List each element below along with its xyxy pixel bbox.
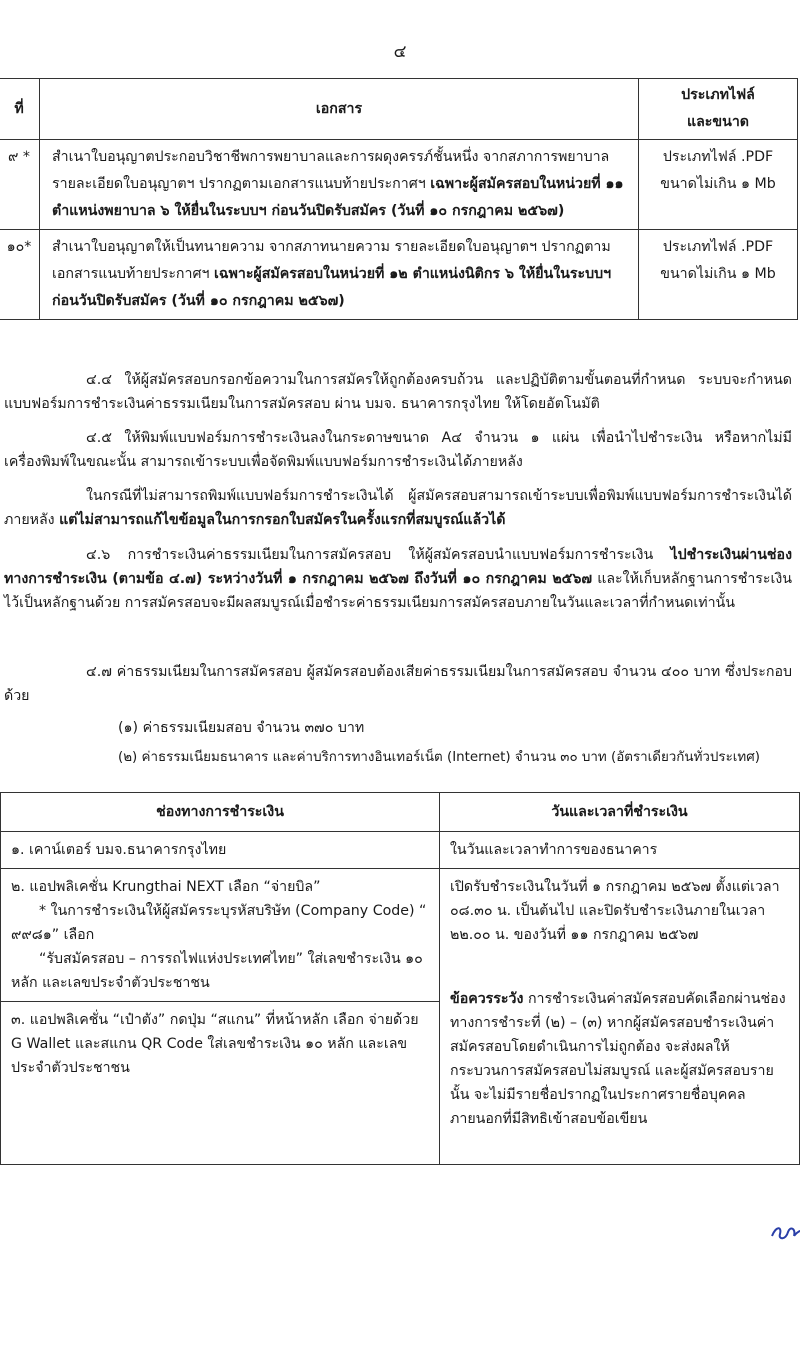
- channel-krungthai-next: [1, 869, 440, 1002]
- table-row: [1, 832, 800, 869]
- payment-table: [0, 792, 800, 1165]
- table-row: [0, 140, 798, 230]
- paragraph-4-7: ๔.๗ ค่าธรรมเนียมในการสมัครสอบ ผู้สมัครสอบต้องเสียค่าธรรมเนียมในการสมัครสอบ จำนวน ๔๐๐ บาท ซึ่งประกอบด้วย: [4, 664, 792, 704]
- channel-2-line-b: * ในการชำระเงินให้ผู้สมัครระบุรหัสบริษัท (Company Code) “ ๙๙๘๑” เลือก: [11, 903, 427, 943]
- payment-header-row: [1, 793, 800, 832]
- header-channel: ช่องทางการชำระเงิน: [1, 793, 440, 832]
- table-row: [1, 869, 800, 1002]
- row-file-type: [639, 140, 798, 230]
- fee-item-2: (๒) ค่าธรรมเนียมธนาคาร และค่าบริการทางอินเทอร์เน็ต (Internet) จำนวน ๓๐ บาท (อัตราเดียวกันทั่วประเทศ): [118, 750, 760, 765]
- time-and-warning: [440, 869, 800, 1165]
- row-number: ๑๐*: [0, 230, 40, 320]
- header-number: ที่: [0, 79, 40, 140]
- channel-2-line-a: ๒. แอปพลิเคชั่น Krungthai NEXT เลือก “จ่ายบิล”: [11, 879, 321, 895]
- description-bold: เฉพาะผู้สมัครสอบในหน่วยที่ ๑๒ ตำแหน่งนิติกร ๖ ให้ยื่นในระบบฯ ก่อนวันปิดรับสมัคร (วันที่ ๑๐ กรกฎาคม ๒๕๖๗): [52, 266, 612, 309]
- time-app: เปิดรับชำระเงินในวันที่ ๑ กรกฎาคม ๒๕๖๗ ตั้งแต่เวลา ๐๘.๓๐ น. เป็นต้นไป และปิดรับชำระเงินภายในเวลา ๒๒.๐๐ น. ของวันที่ ๑๑ กรกฎาคม ๒๕๖๗: [450, 879, 780, 943]
- document-table: [0, 78, 798, 320]
- description-text: สำเนาใบอนุญาตให้เป็นทนายความ จากสภาทนายความ รายละเอียดใบอนุญาตฯ ปรากฏตามเอกสารแนบท้ายประกาศฯ: [52, 239, 611, 282]
- paragraph-4-4: ๔.๔ ให้ผู้สมัครสอบกรอกข้อความในการสมัครให้ถูกต้องครบถ้วน และปฏิบัติตามขั้นตอนที่กำหนด ระบบจะกำหนดแบบฟอร์มการชำระเงินค่าธรรมเนียมในการสมัครสอบ ผ่าน บมจ. ธนาคารกรุงไทย ให้โดยอัตโนมัติ: [4, 372, 792, 412]
- table-header-row: [0, 79, 798, 140]
- header-file-type-line1: ประเภทไฟล์: [681, 87, 755, 103]
- channel-counter: ๑. เคาน์เตอร์ บมจ.ธนาคารกรุงไทย: [1, 832, 440, 869]
- description-text: สำเนาใบอนุญาตประกอบวิชาชีพการพยาบาลและการผดุงครรภ์ชั้นหนึ่ง จากสภาการพยาบาล รายละเอียดใบอนุญาตฯ ปรากฏตามเอกสารแนบท้ายประกาศฯ: [52, 149, 610, 192]
- channel-paotang: ๓. แอปพลิเคชั่น “เป๋าตัง” กดปุ่ม “สแกน” ที่หน้าหลัก เลือก จ่ายด้วย G Wallet และสแกน QR Code ใส่เลขชำระเงิน ๑๐ หลัก และเลขประจำตัวประชาชน: [1, 1002, 440, 1165]
- header-file-type: [639, 79, 798, 140]
- description-bold: เฉพาะผู้สมัครสอบในหน่วยที่ ๑๑ ตำแหน่งพยาบาล ๖ ให้ยื่นในระบบฯ ก่อนวันปิดรับสมัคร (วันที่ ๑๐ กรกฎาคม ๒๕๖๗): [52, 176, 624, 219]
- row-file-type: [639, 230, 798, 320]
- file-size: ขนาดไม่เกิน ๑ Mb: [660, 176, 776, 192]
- p46-text-b: และให้เก็บหลักฐานการชำระเงินไว้เป็นหลักฐานด้วย การสมัครสอบจะมีผลสมบูรณ์เมื่อชำระค่าธรรมเนียมการสมัครสอบภายในวันและเวลาที่กำหนดเท่านั้น: [4, 571, 793, 611]
- header-document: เอกสาร: [40, 79, 639, 140]
- file-size: ขนาดไม่เกิน ๑ Mb: [660, 266, 776, 282]
- warning-text: การชำระเงินค่าสมัครสอบคัดเลือกผ่านช่องทางการชำระที่ (๒) – (๓) หากผู้สมัครสอบชำระเงินค่าสมัครสอบโดยดำเนินการไม่ถูกต้อง จะส่งผลให้กระบวนการสมัครสอบไม่สมบูรณ์ และผู้สมัครสอบรายนั้น จะไม่มีรายชื่อปรากฏในประกาศรายชื่อบุคคลภายนอกที่มีสิทธิเข้าสอบข้อเขียน: [450, 991, 786, 1127]
- header-time: วันและเวลาที่ชำระเงิน: [440, 793, 800, 832]
- page-number: ๔: [393, 42, 407, 62]
- time-counter: ในวันและเวลาทำการของธนาคาร: [440, 832, 800, 869]
- row-number: ๙ *: [0, 140, 40, 230]
- table-row: [0, 230, 798, 320]
- file-type: ประเภทไฟล์ .PDF: [662, 149, 774, 165]
- paragraph-4-6: [4, 543, 792, 615]
- channel-2-line-c: “รับสมัครสอบ – การรถไฟแห่งประเทศไทย” ใส่เลขชำระเงิน ๑๐ หลัก และเลขประจำตัวประชาชน: [11, 951, 423, 991]
- header-file-type-line2: และขนาด: [686, 114, 750, 130]
- paragraph-4-5-note: [4, 484, 792, 532]
- file-type: ประเภทไฟล์ .PDF: [662, 239, 774, 255]
- p46-text-a: ๔.๖ การชำระเงินค่าธรรมเนียมในการสมัครสอบ ให้ผู้สมัครสอบนำแบบฟอร์มการชำระเงิน: [86, 547, 671, 563]
- row-description: [40, 140, 639, 230]
- p46-bold: ไปชำระเงินผ่านช่องทางการชำระเงิน (ตามข้อ ๔.๗) ระหว่างวันที่ ๑ กรกฎาคม ๒๕๖๗ ถึงวันที่ ๑๐ กรกฎาคม ๒๕๖๗: [4, 547, 792, 587]
- warning-note: [450, 987, 793, 1131]
- note-text: ในกรณีที่ไม่สามารถพิมพ์แบบฟอร์มการชำระเงินได้ ผู้สมัครสอบสามารถเข้าระบบเพื่อพิมพ์แบบฟอร์มการชำระเงินได้ภายหลัง: [4, 488, 792, 528]
- note-bold: แต่ไม่สามารถแก้ไขข้อมูลในการกรอกใบสมัครในครั้งแรกที่สมบูรณ์แล้วได้: [59, 512, 506, 528]
- warning-label: ข้อควรระวัง: [450, 991, 524, 1007]
- row-description: [40, 230, 639, 320]
- paragraph-4-5: ๔.๕ ให้พิมพ์แบบฟอร์มการชำระเงินลงในกระดาษขนาด A๔ จำนวน ๑ แผ่น เพื่อนำไปชำระเงิน หรือหากไม่มีเครื่องพิมพ์ในขณะนั้น สามารถเข้าระบบเพื่อจัดพิมพ์แบบฟอร์มการชำระเงินได้ภายหลัง: [4, 430, 792, 470]
- signature-mark-icon: [768, 1222, 800, 1244]
- fee-item-1: (๑) ค่าธรรมเนียมสอบ จำนวน ๓๗๐ บาท: [118, 720, 365, 736]
